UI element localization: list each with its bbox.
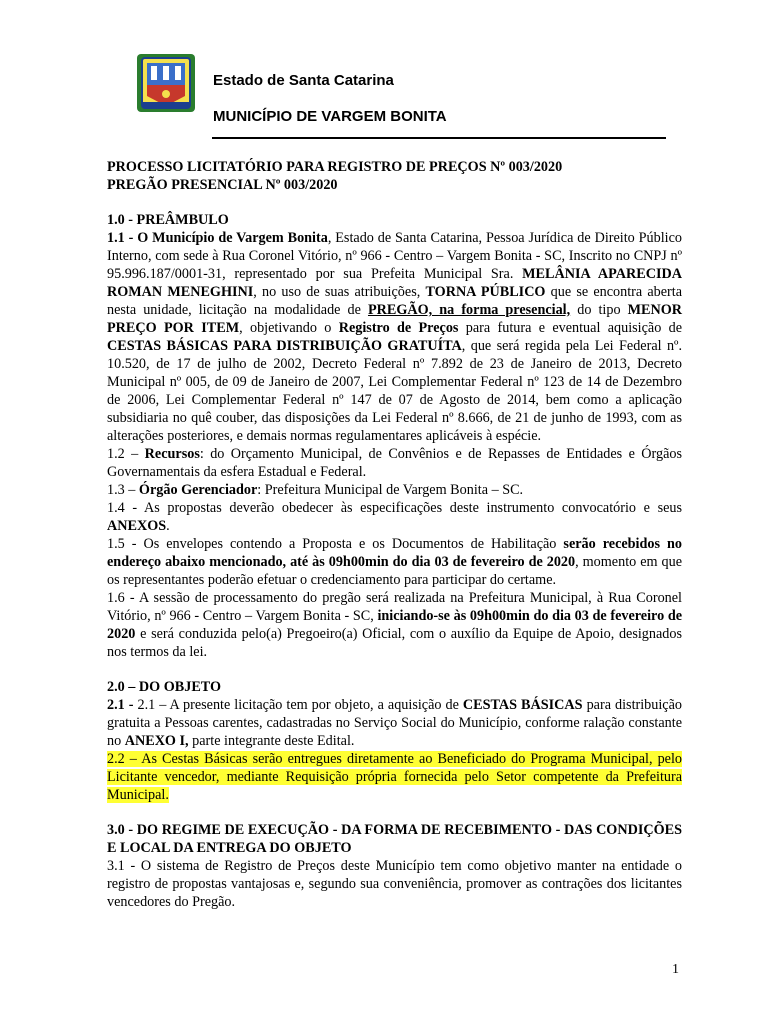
header-divider xyxy=(212,137,666,139)
pregao-title: PREGÃO PRESENCIAL Nº 003/2020 xyxy=(107,177,338,193)
paragraph-1-3: 1.3 – Órgão Gerenciador: Prefeitura Municipal de Vargem Bonita – SC. xyxy=(107,482,524,498)
paragraph-1-5: 1.5 - Os envelopes contendo a Proposta e os Documentos de Habilitação serão recebidos no endereço abaixo mencionado, até às 09h00min do dia 03 de fevereiro de 2020, momento em que os representantes poderão efetuar o credenciamento para participar do certame. xyxy=(107,536,682,588)
paragraph-2-1: 2.1 - 2.1 – A presente licitação tem por objeto, a aquisição de CESTAS BÁSICAS para distribuição gratuita a Pessoas carentes, cadastradas no Serviço Social do Município, conforme ralação constante no ANEXO I, parte integrante deste Edital. xyxy=(107,697,682,749)
section-1-heading: 1.0 - PREÂMBULO xyxy=(107,212,229,228)
header-state: Estado de Santa Catarina xyxy=(213,72,394,89)
header-municipality: MUNICÍPIO DE VARGEM BONITA xyxy=(213,108,447,125)
paragraph-1-6: 1.6 - A sessão de processamento do pregão será realizada na Prefeitura Municipal, à Rua Coronel Vitório, nº 966 - Centro – Vargem Bonita - SC, iniciando-se às 09h00min do dia 03 de fevereiro de 2020 e será conduzida pelo(a) Pregoeiro(a) Oficial, com o auxílio da Equipe de Apoio, designados nos termos da lei. xyxy=(107,590,683,660)
paragraph-2-2-highlighted: 2.2 – As Cestas Básicas serão entregues diretamente ao Beneficiado do Programa Municipal, pelo Licitante vencedor, mediante Requisição própria fornecida pelo Setor competente da Prefeitura Municipal. xyxy=(107,751,682,803)
section-3-heading: 3.0 - DO REGIME DE EXECUÇÃO - DA FORMA DE RECEBIMENTO - DAS CONDIÇÕES E LOCAL DA ENTREGA DO OBJETO xyxy=(107,822,682,856)
municipal-coat-of-arms-icon xyxy=(133,52,199,114)
paragraph-1-1: 1.1 - O Município de Vargem Bonita, Estado de Santa Catarina, Pessoa Jurídica de Direito Público Interno, com sede à Rua Coronel Vitório, nº 966 - Centro – Vargem Bonita - SC, Inscrito no CNPJ nº 95.996.187/0001-31, representado por sua Prefeita Municipal Sra. MELÂNIA APARECIDA ROMAN MENEGHINI, no uso de suas atribuições, TORNA PÚBLICO que se encontra aberta nesta unidade, licitação na modalidade de PREGÃO, na forma presencial, do tipo MENOR PREÇO POR ITEM, objetivando o Registro de Preços para futura e eventual aquisição de CESTAS BÁSICAS PARA DISTRIBUIÇÃO GRATUÍTA, que será regida pela Lei Federal nº. 10.520, de 17 de julho de 2002, Decreto Federal nº 7.892 de 23 de Janeiro de 2013, Decreto Municipal nº 005, de 09 de Janeiro de 2007, Lei Complementar Federal nº 123 de 14 de Dezembro de 2006, Lei Complementar Federal nº 147 de 07 de Agosto de 2014, bem como a aplicação subsidiaria no quê couber, das disposições da Lei Federal nº 8.666, de 21 de junho de 1993, com as alterações posteriores, e demais normas regulamentares aplicáveis à espécie. xyxy=(107,230,683,444)
paragraph-1-2: 1.2 – Recursos: do Orçamento Municipal, de Convênios e de Repasses de Entidades e Órgãos Governamentais da esfera Estadual e Federal. xyxy=(107,446,683,480)
page-number: 1 xyxy=(672,962,679,977)
paragraph-1-4: 1.4 - As propostas deverão obedecer às especificações deste instrumento convocatório e seus ANEXOS. xyxy=(107,500,682,534)
section-2-heading: 2.0 – DO OBJETO xyxy=(107,679,222,695)
paragraph-3-1: 3.1 - O sistema de Registro de Preços deste Município tem como objetivo manter na entidade o registro de propostas vantajosas e, segundo sua conveniência, promover as contrações dos licitantes vencedores do Pregão. xyxy=(107,858,682,910)
document-body xyxy=(107,158,682,911)
process-title: PROCESSO LICITATÓRIO PARA REGISTRO DE PREÇOS Nº 003/2020 xyxy=(107,159,563,175)
